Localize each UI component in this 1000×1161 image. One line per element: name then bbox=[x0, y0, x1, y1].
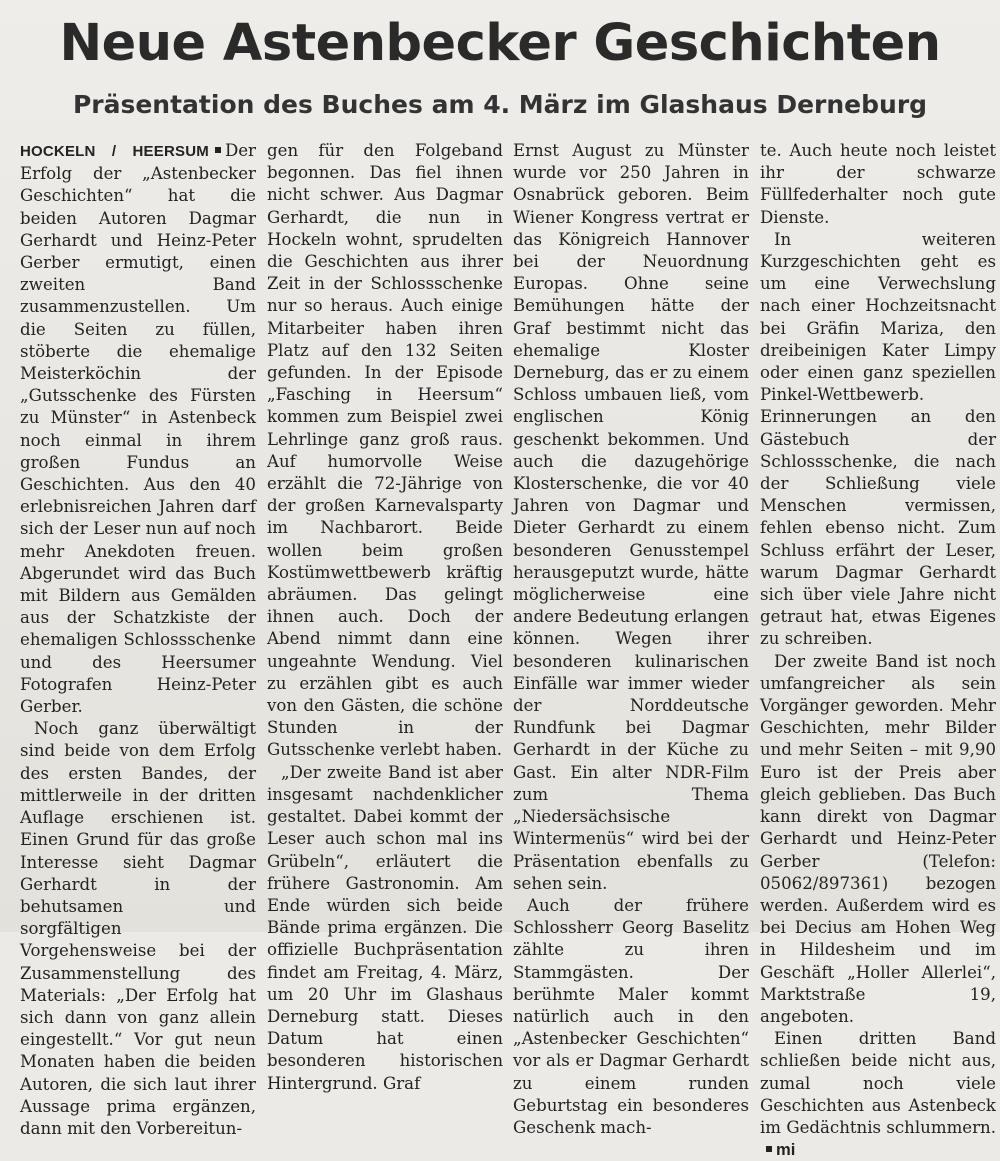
article-paragraph bbox=[20, 140, 256, 718]
article-column-4 bbox=[760, 140, 996, 1161]
article-subheadline: Präsentation des Buches am 4. März im Glashaus Derneburg bbox=[72, 90, 928, 119]
article-paragraph: Ernst August zu Münster wurde vor 250 Jahren in Osnabrück geboren. Beim Wiener Kongress vertrat er das Königreich Hannover bei der Neuordnung Europas. Ohne seine Bemühungen hätte der Graf bestimmt nicht das ehemalige Kloster Derneburg, das er zu einem Schloss umbauen ließ, vom englischen König geschenkt bekommen. Und auch die dazugehörige Klosterschenke, die vor 40 Jahren von Dagmar und Dieter Gerhardt zu einem besonderen Genusstempel herausgeputzt wurde, hätte möglicherweise eine andere Bedeutung erlangen können. Wegen ihrer besonderen kulinarischen Einfälle war immer wieder der Norddeutsche Rundfunk bei Dagmar Gerhardt in der Küche zu Gast. Ein alter NDR-Film zum Thema „Niedersächsische Wintermenüs“ wird bei der Präsentation ebenfalls zu sehen sein. bbox=[513, 141, 749, 893]
dateline: HOCKELN / HEERSUM bbox=[20, 143, 209, 160]
article-paragraph: Der zweite Band ist noch umfangreicher als sein Vorgänger geworden. Mehr Geschichten, mehr Bilder und mehr Seiten – mit 9,90 Euro ist der Preis aber gleich geblieben. Das Buch kann direkt von Dagmar Gerhardt und Heinz-Peter Gerber (Telefon: 05062/897361) bezogen werden. Außerdem wird es bei Decius am Hohen Weg in Hildesheim und im Geschäft „Holler Allerlei“, Marktstraße 19, angeboten. bbox=[760, 651, 996, 1026]
article-paragraph: te. Auch heute noch leistet ihr der schwarze Füllfederhalter noch gute Dienste. bbox=[760, 141, 996, 227]
paragraph-text: Der Erfolg der „Astenbecker Geschichten“ hat die beiden Autoren Dagmar Gerhardt und Heinz-Peter Gerber ermutigt, einen zweiten Band zusammenzustellen. Um die Seiten zu füllen, stöberte die ehemalige Meisterköchin der „Gutsschenke des Fürsten zu Münster“ in Astenbeck noch einmal in ihrem großen Fundus an Geschichten. Aus den 40 erlebnisreichen Jahren darf sich der Leser nun auf noch mehr Anekdoten freuen. Abgerundet wird das Buch mit Bildern aus Gemälden aus der Schatzkiste der ehemaligen Schlossschenke und des Heersumer Fotografen Heinz-Peter Gerber. bbox=[20, 141, 256, 717]
article-column-2 bbox=[267, 140, 503, 1095]
article-paragraph bbox=[760, 1028, 996, 1161]
article-paragraph: Auch der frühere Schlossherr Georg Baselitz zählte zu ihren Stammgästen. Der berühmte Maler kommt natürlich auch in den „Astenbecker Geschichten“ vor als er Dagmar Gerhardt zu einem runden Geburtstag ein besonderes Geschenk mach- bbox=[513, 895, 749, 1137]
paragraph-text: Einen dritten Band schließen beide nicht aus, zumal noch viele Geschichten aus Astenbeck im Gedächtnis schlummern. bbox=[760, 1029, 997, 1137]
article-paragraph: Noch ganz überwältigt sind beide von dem Erfolg des ersten Bandes, der mittlerweile in der dritten Auflage erschienen ist. Einen Grund für das große Interesse sieht Dagmar Gerhardt in der behutsamen und sorgfältigen Vorgehensweise bei der Zusammenstellung des Materials: „Der Erfolg hat sich dann von ganz allein eingestellt.“ Vor gut neun Monaten haben die beiden Autoren, die sich laut ihrer Aussage prima ergänzen, dann mit den Vorbereitun- bbox=[20, 719, 256, 1138]
article-paragraph: gen für den Folgeband begonnen. Das fiel ihnen nicht schwer. Aus Dagmar Gerhardt, die nun in Hockeln wohnt, sprudelten die Geschichten aus ihrer Zeit in der Schlossschenke nur so heraus. Auch einige Mitarbeiter haben ihren Platz auf den 132 Seiten gefunden. In der Episode „Fasching in Heersum“ kommen zum Beispiel zwei Lehrlinge ganz groß raus. Auf humorvolle Weise erzählt die 72-Jährige von der großen Karnevalsparty im Nachbarort. Beide wollen beim großen Kostümwettbewerb kräftig abräumen. Das gelingt ihnen auch. Doch der Abend nimmt dann eine ungeahnte Wendung. Viel zu erzählen gibt es auch von den Gästen, die schöne Stunden in der Gutsschenke verlebt haben. bbox=[267, 141, 503, 760]
article-paragraph: „Der zweite Band ist aber insgesamt nachdenklicher gestaltet. Dabei kommt der Leser auch schon mal ins Grübeln“, erläutert die frühere Gastronomin. Am Ende würden sich beide Bände prima ergänzen. Die offizielle Buchpräsentation findet am Freitag, 4. März, um 20 Uhr im Glashaus Derneburg statt. Dieses Datum hat einen besonderen historischen Hintergrund. Graf bbox=[267, 762, 503, 1093]
square-bullet-icon bbox=[215, 147, 221, 153]
article-column-1 bbox=[20, 140, 256, 1140]
article-headline: Neue Astenbecker Geschichten bbox=[59, 14, 941, 73]
author-signature: mi bbox=[776, 1140, 796, 1160]
square-bullet-icon bbox=[766, 1146, 772, 1152]
article-paragraph: In weiteren Kurzgeschichten geht es um eine Verwechslung nach einer Hochzeitsnacht bei Gräfin Mariza, den dreibeinigen Kater Limpy oder einen ganz speziellen Pinkel-Wettbewerb. Erinnerungen an den Gästebuch der Schlossschenke, die nach der Schließung viele Menschen vermissen, fehlen ebenso nicht. Zum Schluss erfährt der Leser, warum Dagmar Gerhardt sich über viele Jahre nicht getraut hat, etwas Eigenes zu schreiben. bbox=[760, 229, 996, 649]
article-column-3 bbox=[513, 140, 749, 1139]
